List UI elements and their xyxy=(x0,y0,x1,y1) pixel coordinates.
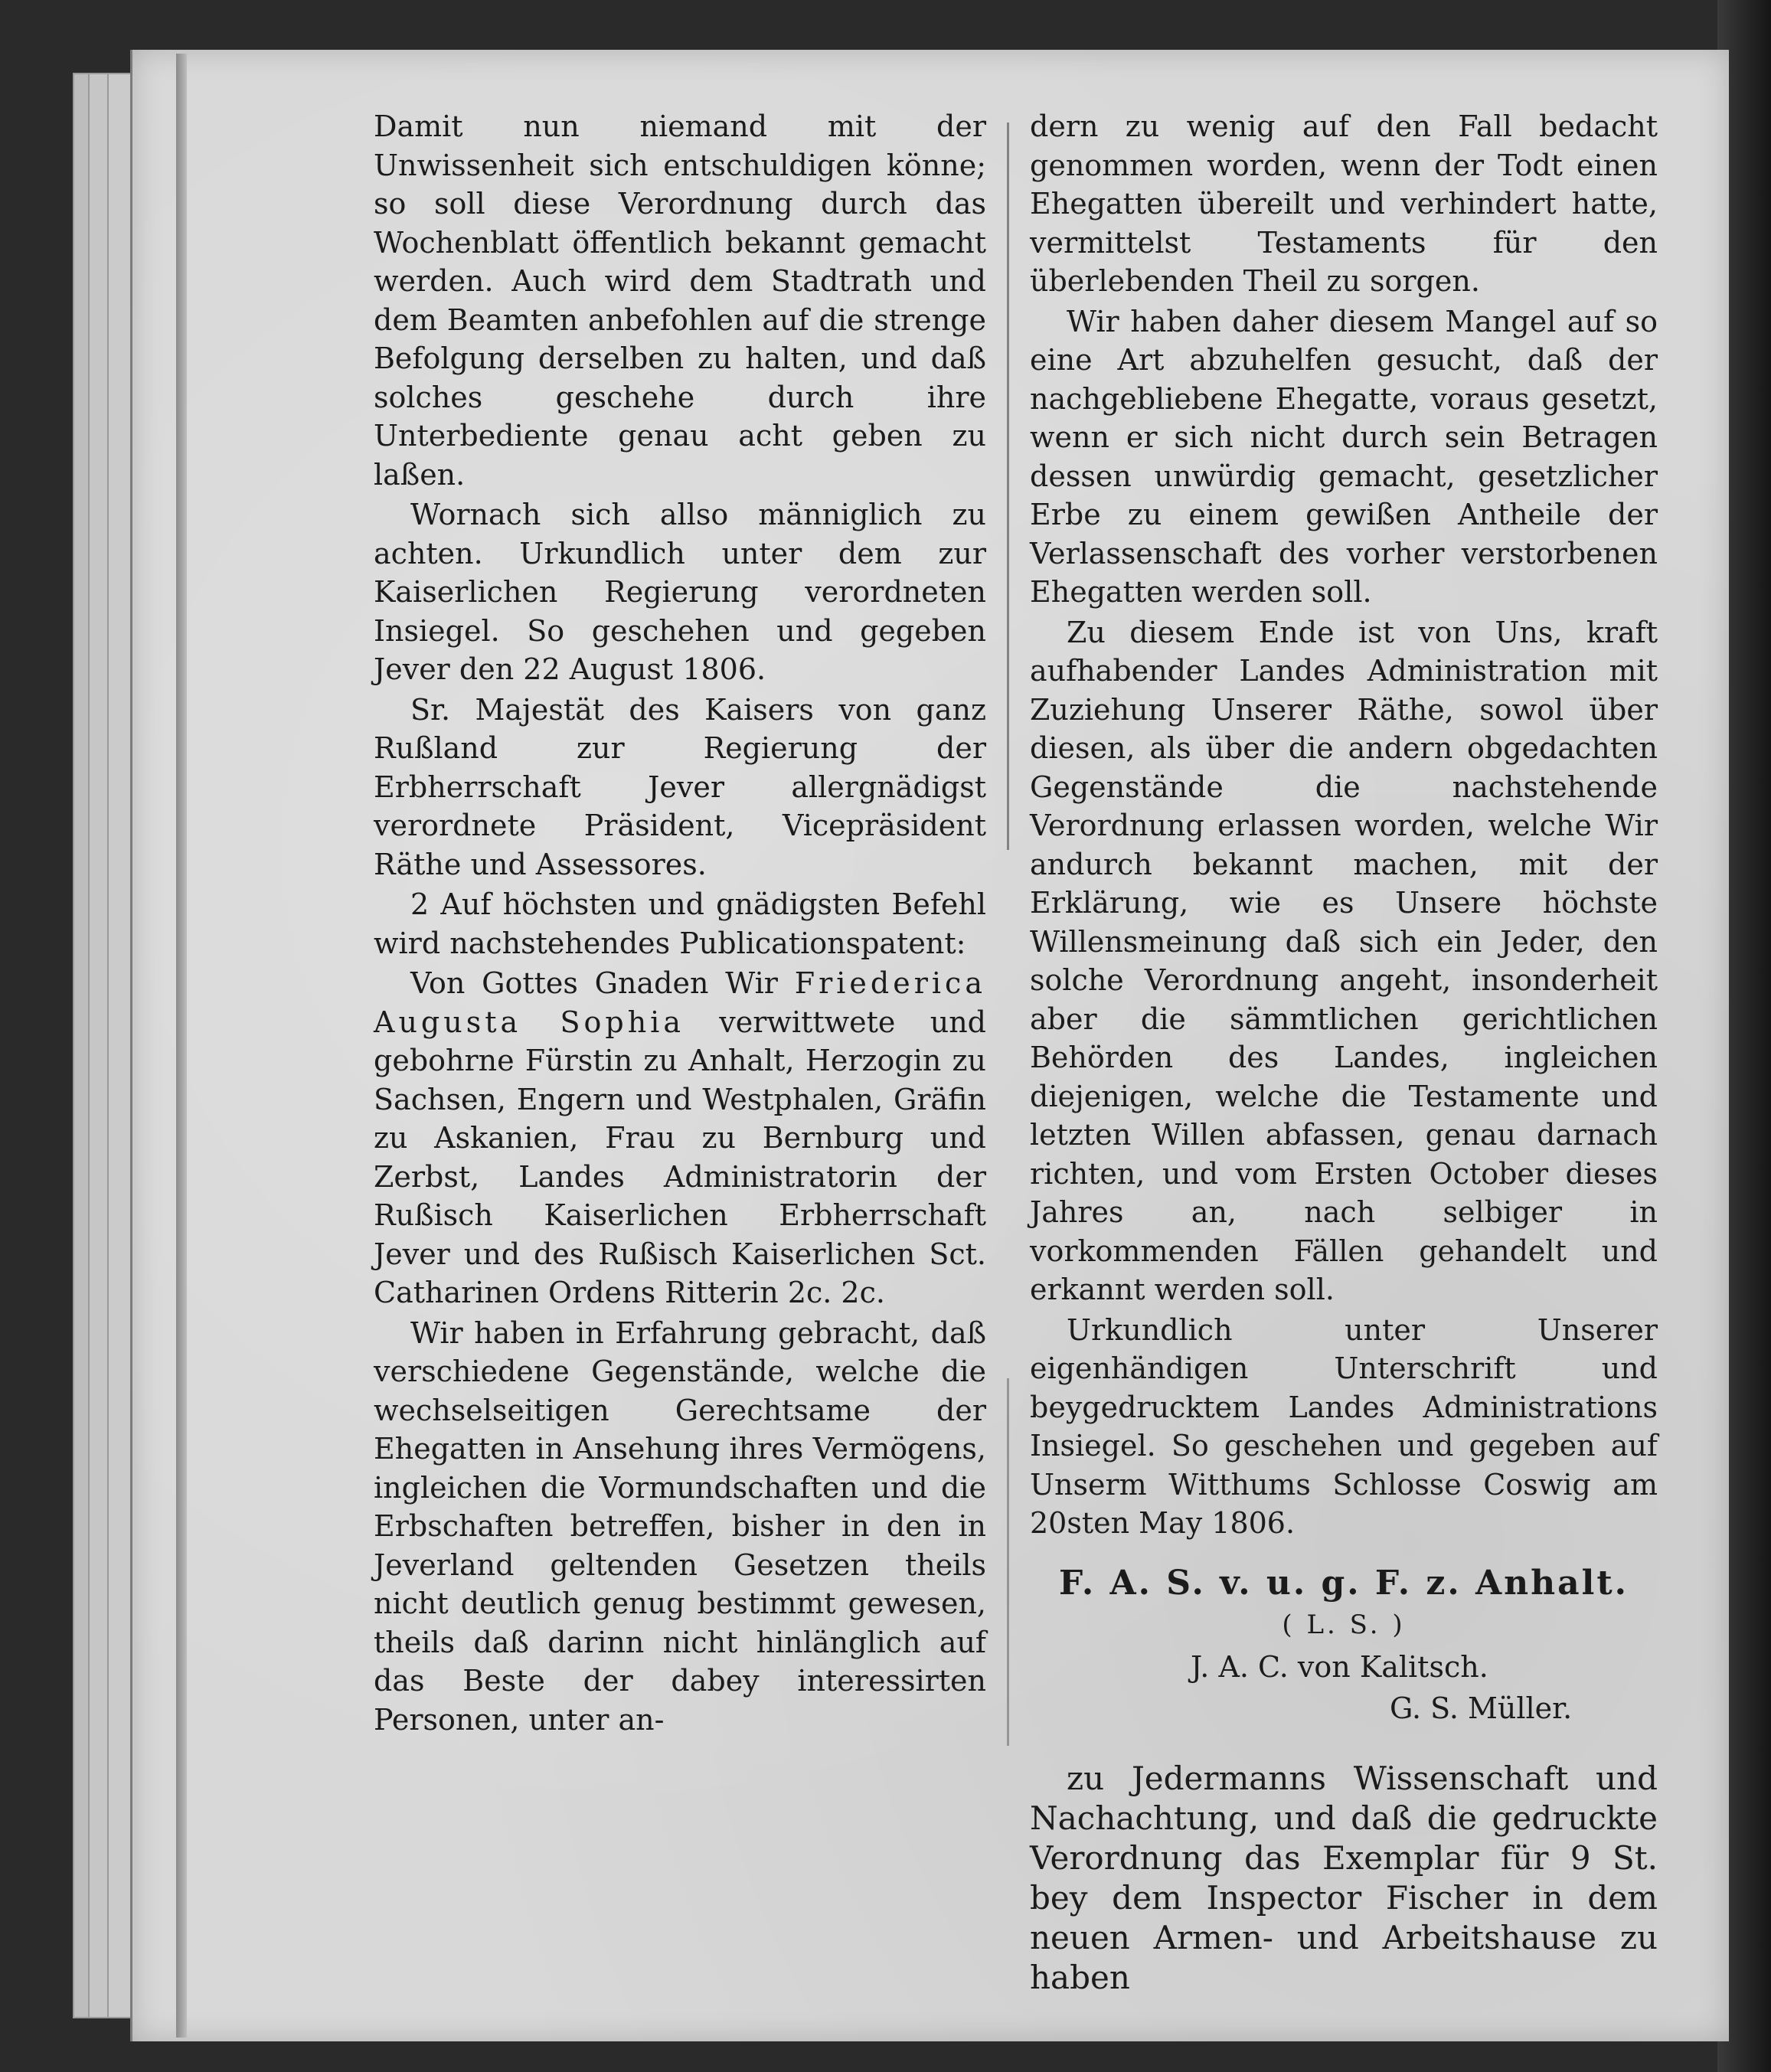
left-paragraph-5 xyxy=(374,964,986,1312)
left-text-column xyxy=(374,107,986,1739)
column-divider-lower xyxy=(1007,1378,1009,1746)
sovereign-titles: verwittwete und gebohrne Fürstin zu Anhalt, Herzogin zu Sachsen, Engern und Westphalen, Gräfin zu Askanien, Frau zu Bernburg und Zerbst, Landes Administratorin der Rußisch Kaiserlichen Erbherrschaft Jever und des Rußisch Kaiserlichen Sct. Catharinen Ordens Ritterin 2c. 2c. xyxy=(374,1005,986,1309)
column-divider xyxy=(1007,123,1009,850)
right-paragraph-4: Urkundlich unter Unserer eigenhändigen Unterschrift und beygedrucktem Landes Administrations Insiegel. So geschehen und gegeben auf Unserm Witthums Schlosse Coswig am 20sten May 1806. xyxy=(1030,1312,1658,1540)
left-paragraph-4: 2 Auf höchsten und gnädigsten Befehl wird nachstehendes Publicationspatent: xyxy=(374,887,986,960)
right-paragraph-1: dern zu wenig auf den Fall bedacht genommen worden, wenn der Todt einen Ehegatten übereilt und verhindert hatte, vermittelst Testaments für den überlebenden Theil zu sorgen. xyxy=(1030,109,1658,298)
left-paragraph-6: Wir haben in Erfahrung gebracht, daß verschiedene Gegenstände, welche die wechselseitigen Gerechtsame der Ehegatten in Ansehung ihres Vermögens, ingleichen die Vormundschaften und die Erbschaften betreffen, bisher in den in Jeverland geltenden Gesetzen theils nicht deutlich genug bestimmt gewesen, theils daß darinn nicht hinlänglich auf das Beste der dabey interessirten Personen, unter an- xyxy=(374,1315,986,1737)
left-paragraph-2: Wornach sich allso männiglich zu achten. Urkundlich unter dem zur Kaiserlichen Regierung verordneten Insiegel. So geschehen und gegeben Jever den 22 August 1806. xyxy=(374,498,986,686)
signer-kalitsch: J. A. C. von Kalitsch. xyxy=(1191,1649,1488,1684)
signature-initials: F. A. S. v. u. g. F. z. Anhalt. xyxy=(1059,1563,1629,1603)
proclamation-intro: Von Gottes Gnaden Wir xyxy=(410,966,795,1000)
right-text-column xyxy=(1030,107,1658,1998)
right-paragraph-5: zu Jedermanns Wissenschaft und Nachachtung, und daß die gedruckte Verordnung das Exemplar für 9 St. bey dem Inspector Fischer in dem neuen Armen- und Arbeitshause zu haben xyxy=(1030,1759,1658,1996)
signer-mueller: G. S. Müller. xyxy=(1390,1691,1573,1725)
page-binding-edge xyxy=(176,54,187,2038)
right-paragraph-3: Zu diesem Ende ist von Uns, kraft aufhabender Landes Administration mit Zuziehung Unserer Räthe, sowol über diesen, als über die andern obgedachten Gegenstände die nachstehende Verordnung erlassen worden, welche Wir andurch bekannt machen, mit der Erklärung, wie es Unsere höchste Willensmeinung daß sich ein Jeder, den solche Verordnung angeht, insonderheit aber die sämmtlichen gerichtlichen Behörden des Landes, ingleichen diejenigen, welche die Testamente und letzten Willen abfassen, genau darnach richten, und vom Ersten October dieses Jahres an, nach selbiger in vorkommenden Fällen gehandelt und erkannt werden soll. xyxy=(1030,615,1658,1306)
right-paragraph-2: Wir haben daher diesem Mangel auf so eine Art abzuhelfen gesucht, daß der nachgebliebene Ehegatte, voraus gesetzt, wenn er sich nicht durch sein Betragen dessen unwürdig gemacht, gesetzlicher Erbe zu einem gewißen Antheile der Verlassenschaft des vorher verstorbenen Ehegatten werden soll. xyxy=(1030,304,1658,609)
seal-mark: ( L. S. ) xyxy=(1282,1610,1406,1640)
left-paragraph-1: Damit nun niemand mit der Unwissenheit sich entschuldigen könne; so soll diese Verordnung durch das Wochenblatt öffentlich bekannt gemacht werden. Auch wird dem Stadtrath und dem Beamten anbefohlen auf die strenge Befolgung derselben zu halten, und daß solches geschehe durch ihre Unterbediente genau acht geben zu laßen. xyxy=(374,109,986,492)
left-paragraph-3: Sr. Majestät des Kaisers von ganz Rußland zur Regierung der Erbherrschaft Jever allergnädigst verordnete Präsident, Vicepräsident Räthe und Assessores. xyxy=(374,692,986,881)
sovereign-name: Friederica Augusta Sophia xyxy=(374,966,986,1039)
